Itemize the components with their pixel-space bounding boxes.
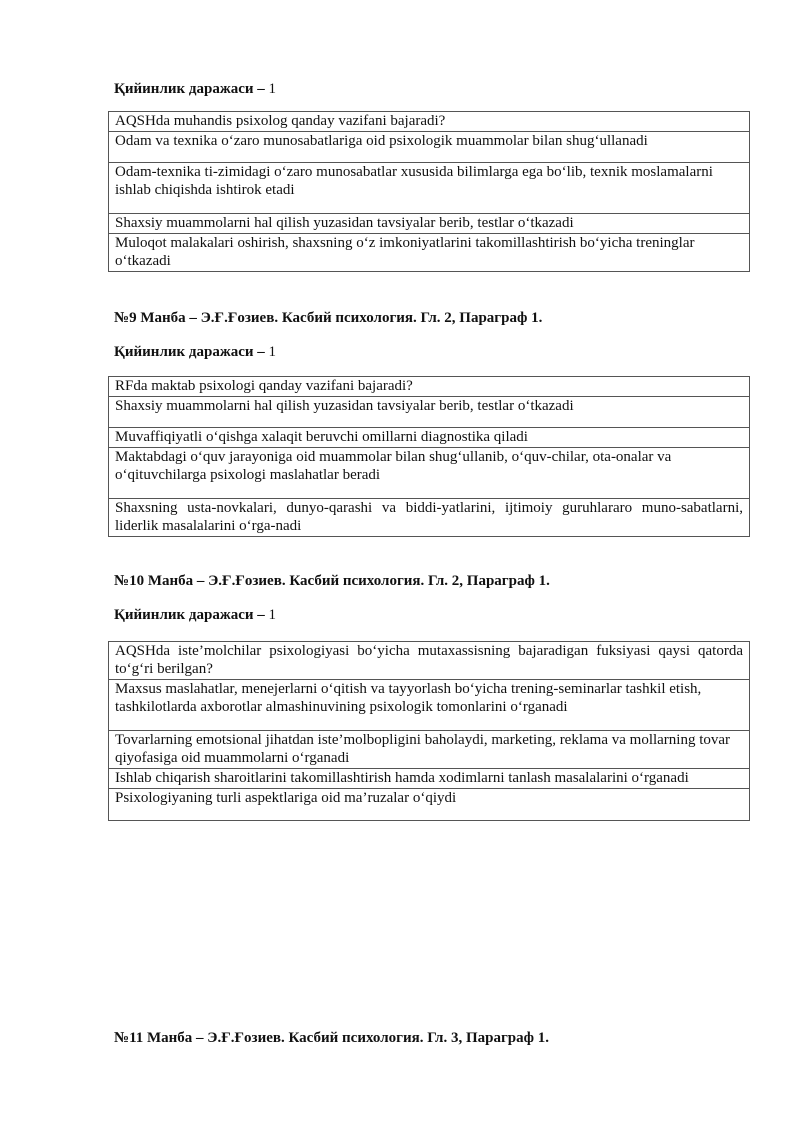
source-heading: №11 Манба – Э.Ғ.Ғозиев. Касбий психология. Гл. 3, Параграф 1. bbox=[114, 1030, 550, 1046]
answer-cell: Odam va texnika o‘zaro munosabatlariga oid psixologik muammolar bilan shug‘ullanadi bbox=[109, 132, 750, 163]
question-table bbox=[108, 111, 750, 272]
answer-cell: Psixologiyaning turli aspektlariga oid ma’ruzalar o‘qiydi bbox=[109, 789, 750, 821]
difficulty-value: 1 bbox=[268, 81, 277, 97]
question-table bbox=[108, 376, 750, 537]
answer-cell: Ishlab chiqarish sharoitlarini takomillashtirish hamda xodimlarni tanlash masalalarini o‘rganadi bbox=[109, 769, 750, 789]
difficulty-label: Қийинлик даражаси – bbox=[114, 81, 265, 97]
question-cell: RFda maktab psixologi qanday vazifani bajaradi? bbox=[109, 377, 750, 397]
question-table bbox=[108, 641, 750, 821]
answer-cell: Tovarlarning emotsional jihatdan iste’molbopligini baholaydi, marketing, reklama va mollarning tovar qiyofasiga oid muammolarni o‘rganadi bbox=[109, 731, 750, 769]
difficulty-line bbox=[114, 343, 276, 361]
difficulty-line bbox=[114, 80, 276, 98]
difficulty-value: 1 bbox=[268, 607, 277, 623]
source-heading: №9 Манба – Э.Ғ.Ғозиев. Касбий психология. Гл. 2, Параграф 1. bbox=[114, 310, 543, 326]
difficulty-line bbox=[114, 606, 276, 624]
answer-cell: Odam-texnika ti-zimidagi o‘zaro munosabatlar xususida bilimlarga ega bo‘lib, texnik moslamalarni ishlab chiqishda ishtirok etadi bbox=[109, 163, 750, 214]
answer-cell: Muloqot malakalari oshirish, shaxsning o‘z imkoniyatlarini takomillashtirish bo‘yicha treninglar o‘tkazadi bbox=[109, 234, 750, 272]
difficulty-label: Қийинлик даражаси – bbox=[114, 607, 265, 623]
answer-cell: Shaxsiy muammolarni hal qilish yuzasidan tavsiyalar berib, testlar o‘tkazadi bbox=[109, 214, 750, 234]
answer-cell: Maktabdagi o‘quv jarayoniga oid muammolar bilan shug‘ullanib, o‘quv-chilar, ota-onalar va o‘qituvchilarga psixologi maslahatlar beradi bbox=[109, 448, 750, 499]
answer-cell: Shaxsning usta-novkalari, dunyo-qarashi va biddi-yatlarini, ijtimoiy guruhlararo muno-sabatlarni, liderlik masalalarini o‘rga-nadi bbox=[109, 499, 750, 537]
answer-cell: Maxsus maslahatlar, menejerlarni o‘qitish va tayyorlash bo‘yicha trening-seminarlar tashkil etish, tashkilotlarda axborotlar almashinuvining psixologik tomonlarini o‘rganadi bbox=[109, 680, 750, 731]
difficulty-value: 1 bbox=[268, 344, 277, 360]
question-cell: AQSHda iste’molchilar psixologiyasi bo‘yicha mutaxassisning bajaradigan fuksiyasi qaysi qatorda to‘g‘ri berilgan? bbox=[109, 642, 750, 680]
answer-cell: Shaxsiy muammolarni hal qilish yuzasidan tavsiyalar berib, testlar o‘tkazadi bbox=[109, 397, 750, 428]
answer-cell: Muvaffiqiyatli o‘qishga xalaqit beruvchi omillarni diagnostika qiladi bbox=[109, 428, 750, 448]
source-heading: №10 Манба – Э.Ғ.Ғозиев. Касбий психология. Гл. 2, Параграф 1. bbox=[114, 573, 550, 589]
difficulty-label: Қийинлик даражаси – bbox=[114, 344, 265, 360]
question-cell: AQSHda muhandis psixolog qanday vazifani bajaradi? bbox=[109, 112, 750, 132]
